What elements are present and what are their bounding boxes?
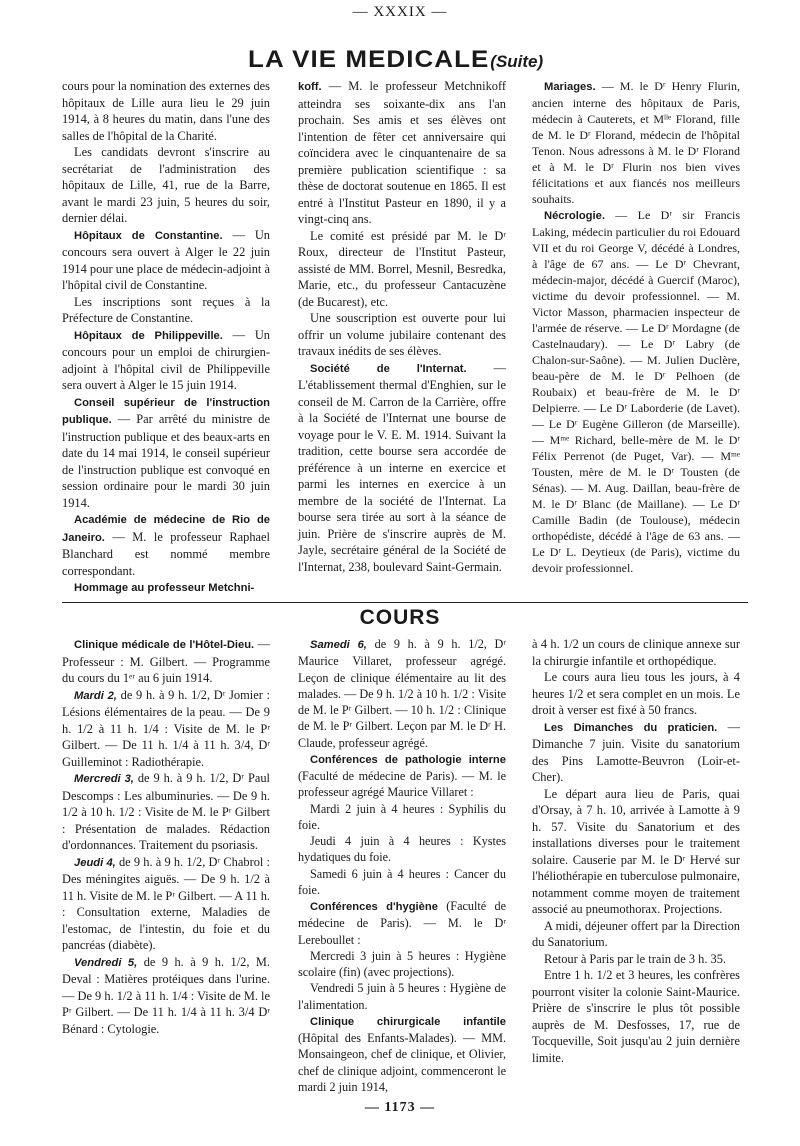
- article-text: Jeudi 4 juin à 4 heures : Kystes hydatiques du foie.: [298, 834, 506, 865]
- article-text: Les candidats devront s'inscrire au secrétariat de l'administration des hôpitaux de Lille, 41, rue de la Barre, avant le mardi 23 juin, 5 heures du soir, dernier délai.: [62, 145, 270, 225]
- article-paragraph: [62, 227, 270, 294]
- article-text: (Faculté de médecine de Paris). — M. le professeur agrégé Maurice Villaret :: [298, 769, 506, 800]
- article-heading: Mercredi 3,: [74, 773, 134, 785]
- article-text: — L'établissement thermal d'Enghien, sur le conseil de M. Carron de la Carrière, offre à la Société de l'Internat une bourse de voyage pour le V. E. M. 1914. Suivant la tradition, cette bourse sera accordée de préférence à un interne en exercice et parmi les internes en exercice à un membre de la société de l'Internat. La bourse sera tirée au sort à la séance de juin. Prière de s'inscrire auprès de M. Jayle, secrétaire général de la Société de l'Internat, 238, boulevard Saint-Germain.: [298, 360, 506, 574]
- article-paragraph: [298, 866, 506, 899]
- article-heading: koff.: [298, 81, 322, 93]
- article-paragraph: [62, 394, 270, 512]
- article-heading: Conférences de pathologie interne: [310, 753, 506, 766]
- article-paragraph: [62, 687, 270, 771]
- section-divider: [62, 602, 748, 603]
- lower-column-2: [298, 636, 506, 1095]
- section-title-suffix: (Suite): [490, 52, 544, 71]
- article-heading: Vendredi 5,: [74, 956, 138, 969]
- cours-heading: COURS: [359, 606, 441, 629]
- article-text: — M. le Dʳ Henry Flurin, ancien interne des hôpitaux de Paris, médecin à Cauterets, et Mˡˡᵉ Florand, fille de M. le Dʳ Florand, médecin de l'hôpital Tenon. Nous adressons à M. le Dʳ Florand et à M. le Dʳ Flurin nos bien vives félicitations et aux fiancés nos meilleurs souhaits.: [532, 79, 740, 206]
- article-text: (Hôpital des Enfants-Malades). — MM. Monsaingeon, chef de clinique, et Olivier, chef de clinique adjoint, commenceront le mardi 2 juin 1914,: [298, 1031, 506, 1094]
- article-paragraph: [532, 918, 740, 951]
- article-text: — M. le professeur Raphael Blanchard est nommé membre correspondant.: [62, 529, 270, 578]
- article-paragraph: [62, 327, 270, 394]
- article-heading: Clinique chirurgicale infantile: [310, 1015, 506, 1028]
- article-text: à 4 h. 1/2 un cours de clinique annexe sur la chirurgie infantile et orthopédique.: [532, 637, 740, 668]
- article-paragraph: [298, 980, 506, 1013]
- article-heading: Nécrologie.: [544, 210, 605, 222]
- article-text: Retour à Paris par le train de 3 h. 35.: [544, 951, 727, 966]
- article-heading: Hôpitaux de Constantine.: [74, 229, 223, 242]
- section-title: [0, 46, 800, 74]
- article-text: — Un concours pour un emploi de chirurgien-adjoint à l'hôpital civil de Philippeville sera ouvert à Alger le 15 juin 1914.: [62, 327, 270, 392]
- article-heading: Samedi 6,: [310, 639, 367, 651]
- article-text: — Par arrêté du ministre de l'instruction publique et des beaux-arts en date du 14 mai 1914, le conseil supérieur de l'instruction publique est convoqué en session ordinaire pour le mardi 30 juin 1914.: [62, 412, 270, 510]
- article-text: — Le Dʳ sir Francis Laking, médecin particulier du roi Edouard VII et du roi George V, décédé à Londres, à l'âge de 67 ans. — Le Dʳ Chevrant, médecin-major, décédé à Guercif (Maroc), victime du devoir professionnel. — M. Victor Masson, pharmacien inspecteur de l'armée de réserve. — Le Dʳ Mordagne (de Castelnaudary). — Le Dʳ Labry (de Chalon-sur-Saône). — M. Julien Duclère, beau-père de M. le Dʳ Pelhoen (de Roubaix) et beau-frère de M. le Dʳ Delpierre. — Le Dʳ Laborderie (de Lavet). — Le Dʳ Eugène Gilleron (de Marseille). — Mᵐᵉ Richard, belle-mère de M. le Dʳ Félix Perrenot (de Puget, Var). — Mᵐᵉ Tousten, mère de M. le Dʳ Tousten (de Sénas). — M. Aug. Daillan, beau-frère de M. le Dʳ Blanc (de Maillane). — Le Dʳ Camille Badin (de Toulouse), médecin orthopédiste, décédé à l'âge de 63 ans. — Le Dʳ L. Deytieux (de Paris), victime du devoir professionnel.: [532, 208, 740, 575]
- article-text: Les inscriptions sont reçues à la Préfecture de Constantine.: [62, 294, 270, 325]
- article-paragraph: [298, 833, 506, 866]
- article-paragraph: [532, 719, 740, 786]
- article-text: de 9 h. à 9 h. 1/2, Dʳ Paul Descomps : Les albuminuries. — De 9 h. 1/2 à 10 h. 1/2 : Visite de M. le Pʳ Gilbert : Présentation de malades. Rédaction d'ordonnances. Traitement du psoriasis.: [62, 771, 270, 852]
- article-paragraph: [298, 636, 506, 751]
- article-paragraph: [532, 78, 740, 207]
- article-text: de 9 h. à 9 h. 1/2, Dʳ Maurice Villaret, professeur agrégé. Leçon de clinique élémentaire au lit des malades. — De 9 h. 1/2 à 10 h. 1/2 : Visite de M. le Pʳ Gilbert. — 10 h. 1/2 : Clinique de M. le Pʳ Gilbert. Leçon par M. le Dʳ H. Claude, professeur agrégé.: [298, 637, 507, 750]
- article-text: Une souscription est ouverte pour lui offrir un volume jubilaire contenant des travaux inédits de ses élèves.: [298, 311, 506, 358]
- article-heading: Clinique médicale de l'Hôtel-Dieu.: [74, 639, 255, 651]
- article-heading: Conférences d'hygiène: [310, 901, 438, 913]
- article-text: Vendredi 5 juin à 5 heures : Hygiène de l'alimentation.: [298, 981, 506, 1012]
- article-text: Mardi 2 juin à 4 heures : Syphilis du foie.: [298, 801, 506, 832]
- article-paragraph: [298, 948, 506, 981]
- article-heading: Académie de médecine de Rio de Janeiro.: [62, 514, 270, 544]
- article-heading: Les Dimanches du praticien.: [544, 721, 718, 734]
- article-paragraph: [532, 786, 740, 918]
- article-heading: Jeudi 4,: [74, 856, 116, 869]
- article-heading: Mariages.: [544, 81, 596, 93]
- page-number: — 1173 —: [364, 1100, 436, 1115]
- article-paragraph: [532, 669, 740, 719]
- article-heading: Hommage au professeur Metchni-: [74, 582, 255, 594]
- article-paragraph: [298, 898, 506, 948]
- article-text: cours pour la nomination des externes des hôpitaux de Lille aura lieu le 29 juin 1914, à 8 heures du matin, dans l'une des salles de l'hôpital de la Charité.: [62, 79, 270, 143]
- article-paragraph: [62, 78, 270, 144]
- article-heading: Conseil supérieur de l'instruction publique.: [62, 396, 270, 426]
- article-text: — Dimanche 7 juin. Visite du sanatorium des Pins Lamotte-Beuvron (Loir-et-Cher).: [532, 719, 740, 784]
- article-text: A midi, déjeuner offert par la Direction du Sanatorium.: [532, 918, 740, 949]
- article-paragraph: [532, 207, 740, 576]
- article-paragraph: [298, 228, 506, 311]
- article-text: — Professeur : M. Gilbert. — Programme du cours du 1ᵉʳ au 6 juin 1914.: [62, 637, 270, 685]
- article-paragraph: [62, 144, 270, 227]
- article-text: Entre 1 h. 1/2 et 3 heures, les confrères pourront visiter la colonie Saint-Maurice. Prière de s'inscrire le plus tôt possible auprès de M. Desfosses, 17, rue de Tocqueville, Soit jusqu'au 2 juin dernière limite.: [532, 968, 740, 1065]
- lower-column-1: [62, 636, 270, 1037]
- article-paragraph: [298, 78, 506, 228]
- upper-column-3: [532, 78, 740, 576]
- section-title-main: LA VIE MEDICALE: [247, 46, 490, 73]
- article-text: de 9 h. à 9 h. 1/2, Dʳ Jomier : Lésions élémentaires de la peau. — De 9 h. 1/2 à 11 h. 1/4 : Visite de M. le Pʳ Gilbert. — De 11 h. 1/4 à 11 h. 3/4, Dʳ Guilleminot : Radiothérapie.: [62, 687, 270, 769]
- article-paragraph: [62, 636, 270, 687]
- article-paragraph: [62, 579, 270, 597]
- article-text: (Faculté de médecine de Paris). — M. le Dʳ Lereboullet :: [298, 899, 506, 947]
- article-paragraph: [532, 967, 740, 1066]
- article-text: Le cours aura lieu tous les jours, à 4 heures 1/2 et sera complet en un mois. Le droit à verser est fixé à 50 francs.: [532, 670, 740, 717]
- article-paragraph: [532, 636, 740, 669]
- article-paragraph: [62, 294, 270, 327]
- article-text: de 9 h. à 9 h. 1/2, Dʳ Chabrol : Des méningites aiguës. — De 9 h. 1/2 à 11 h. Visite de M. le Pʳ Gilbert. — A 11 h. : Consultation externe, Maladies de l'estomac, de l'intestin, du foie et du pancréas (diabète).: [62, 854, 270, 952]
- article-paragraph: [298, 310, 506, 360]
- article-paragraph: [62, 854, 270, 954]
- article-heading: Mardi 2,: [74, 689, 117, 702]
- article-text: — Un concours sera ouvert à Alger le 22 juin 1914 pour une place de médecin-adjoint à l'hôpital civil de Constantine.: [62, 227, 270, 292]
- upper-column-2: [298, 78, 506, 575]
- article-text: — M. le professeur Metchnikoff atteindra ses soixante-dix ans l'an prochain. Ses amis et ses élèves ont l'intention de fêter cet anniversaire qui coïncidera avec le cinquantenaire de sa première publication scientifique : sa thèse de doctorat soutenue en 1865. Il est entré à l'Institut Pasteur en 1890, il y a vingt-cinq ans.: [298, 79, 506, 226]
- article-paragraph: [298, 751, 506, 801]
- article-paragraph: [532, 951, 740, 968]
- article-text: Samedi 6 juin à 4 heures : Cancer du foie.: [298, 866, 506, 897]
- article-text: Le départ aura lieu de Paris, quai d'Orsay, à 7 h. 10, arrivée à Lamotte à 9 h. 57. Visite du Sanatorium et des installations diverses pour le traitement solaire. Causerie par M. le Dʳ Hervé sur l'héliothérapie en tuberculose pulmonaire, notamment comme moyen de traitement associé au pneumothorax. Projections.: [532, 786, 740, 916]
- article-text: Mercredi 3 juin à 5 heures : Hygiène scolaire (fin) (avec projections).: [298, 948, 506, 979]
- article-paragraph: [298, 360, 506, 576]
- article-text: Le comité est présidé par M. le Dʳ Roux, directeur de l'Institut Pasteur, assisté de MM. Borrel, Mesnil, Besredka, Marie, etc., du professeur Cantacuzène (de Bucarest), etc.: [298, 228, 506, 309]
- article-paragraph: [62, 770, 270, 854]
- upper-column-1: [62, 78, 270, 597]
- article-text: de 9 h. à 9 h. 1/2, M. Deval : Matières protéiques dans l'urine. — De 9 h. 1/2 à 11 h. 1/4 : Visite de M. le Pʳ Gilbert. — De 11 h. 1/4 à 11 h. 3/4 Dʳ Bénard : Cytologie.: [62, 954, 270, 1036]
- article-paragraph: [298, 1013, 506, 1095]
- lower-column-3: [532, 636, 740, 1066]
- article-heading: Société de l'Internat.: [310, 362, 467, 375]
- roman-folio: — XXXIX —: [352, 4, 448, 20]
- article-paragraph: [62, 954, 270, 1038]
- article-paragraph: [62, 511, 270, 579]
- article-paragraph: [298, 801, 506, 834]
- article-heading: Hôpitaux de Philippeville.: [74, 329, 223, 342]
